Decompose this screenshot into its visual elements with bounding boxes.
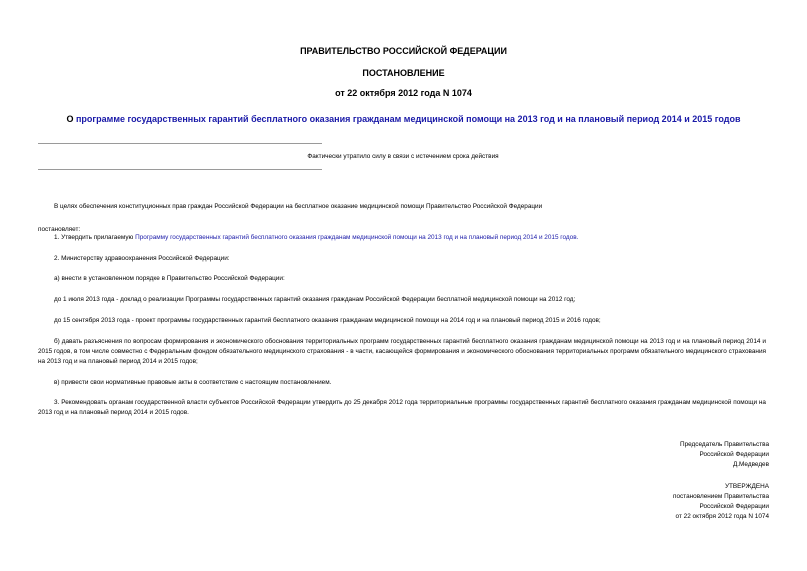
item-3: 3. Рекомендовать органам государственной власти субъектов Российской Федерации утвердить до 25 декабря 2012 года территориальные программы государственных гарантий бесплатного оказания гражданам медицинской помощи на 2013 год и на плановый период 2014 и 2015 годов.: [38, 399, 766, 416]
document-type: ПОСТАНОВЛЕНИЕ: [362, 68, 445, 78]
item-2a-draft: до 15 сентября 2013 года - проект программы государственных гарантий бесплатного оказания гражданам медицинской помощи на 2014 год и на плановый период 2015 и 2016 годов;: [54, 317, 601, 324]
status-note: Фактически утратило силу в связи с истечением срока действия: [307, 153, 499, 160]
approval-line-3: Российской Федерации: [699, 503, 769, 510]
signature-name: Д.Медведев: [732, 461, 769, 468]
decree-word: постановляет:: [38, 226, 81, 233]
approval-line-4: от 22 октября 2012 года N 1074: [675, 513, 769, 520]
approval-block: [673, 482, 769, 522]
item-2a: а) внести в установленном порядке в Правительство Российской Федерации:: [54, 275, 285, 282]
signature-line-2: Российской Федерации: [699, 451, 769, 458]
intro-paragraph: В целях обеспечения конституционных прав граждан Российской Федерации на бесплатное оказание медицинской помощи Правительство Российской Федерации: [54, 203, 543, 210]
signature-line-1: Председатель Правительства: [680, 441, 769, 448]
item-1-prefix: 1. Утвердить прилагаемую: [54, 234, 136, 241]
title-link[interactable]: программе государственных гарантий бесплатного оказания гражданам медицинской помощи на 2013 год и на плановый период 2014 и 2015 годов: [76, 114, 741, 124]
item-2c: в) привести свои нормативные правовые акты в соответствие с настоящим постановлением.: [54, 379, 332, 386]
approval-line-1: УТВЕРЖДЕНА: [724, 483, 769, 490]
approval-line-2: постановлением Правительства: [673, 493, 769, 500]
signature-block: [680, 440, 769, 470]
document-date-number: от 22 октября 2012 года N 1074: [335, 88, 472, 98]
item-2: 2. Министерству здравоохранения Российской Федерации:: [54, 255, 230, 262]
divider-bottom: [38, 169, 322, 170]
item-1: [54, 233, 578, 243]
government-heading: ПРАВИТЕЛЬСТВО РОССИЙСКОЙ ФЕДЕРАЦИИ: [300, 46, 507, 56]
program-link[interactable]: Программу государственных гарантий бесплатного оказания гражданам медицинской помощи на 2013 год и на плановый период 2014 и 2015 годов.: [135, 234, 579, 241]
divider-top: [38, 143, 322, 144]
item-2b: б) давать разъяснения по вопросам формирования и экономического обоснования территориальных программ государственных гарантий бесплатного оказания гражданам медицинской помощи на 2013 год и на плановый период 2014 и 2015 годов, в том числе совместно с Федеральным фондом обязательного медицинского страхования - в части, касающейся формирования и экономического обоснования территориальных программ обязательного медицинского страхования на 2013 год и на плановый период 2014 и 2015 годов;: [38, 338, 766, 365]
title-prefix: О: [66, 114, 76, 124]
item-2a-report: до 1 июля 2013 года - доклад о реализации Программы государственных гарантий оказания гражданам Российской Федерации бесплатной медицинской помощи на 2012 год;: [54, 296, 576, 303]
document-title: [0, 114, 807, 124]
